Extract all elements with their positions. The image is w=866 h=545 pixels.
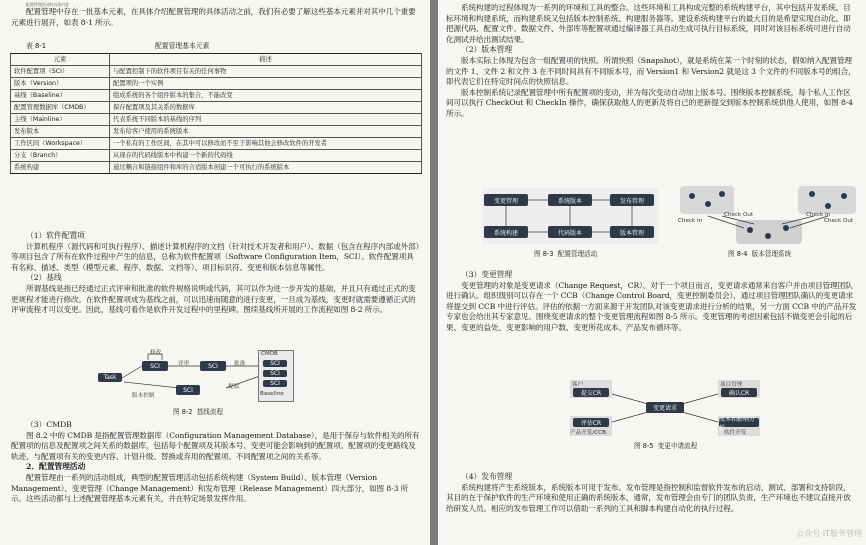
table-header: 元素 [11, 54, 110, 66]
table-row [11, 138, 422, 150]
build-section [446, 3, 858, 120]
sci-body: 计算机程序（源代码和可执行程序）、描述计算机程序的文档（针对技术开发者和用户）、数据（包含在程序内部或外部）等项目包含了所有在软件过程中产生的信息，总称为软件配置项（Software Configuration Item，SCI）。软件配置项具有名称、描述、类型（模型元素、程序、数据、文档等）、项目标识符、变更和版本信息等属性。 [11, 241, 420, 272]
table-cell: 一个私有的工作区间，在其中可以修改而不至于影响其他会修改软件的开发者 [110, 138, 422, 150]
figure-title: 变更申请流程 [657, 442, 698, 450]
table-cell: 发布版本 [11, 126, 110, 138]
change-section [446, 270, 858, 334]
release-section [446, 472, 858, 514]
release-title: （4）发布管理 [461, 472, 513, 481]
sci-box-review: SCI [200, 361, 226, 371]
sci-box-modify: SCI [142, 361, 168, 371]
label-modify: 修改 [150, 350, 162, 356]
table-cell: 配置管理数据库（CMDB） [11, 102, 110, 114]
cmdb-title: （3）CMDB [26, 420, 72, 429]
change-request-box: 变更请求 [646, 402, 684, 413]
cmdb-sci-2: SCI [263, 370, 287, 377]
eval-cr-box: 评估CR [573, 418, 609, 427]
figure-8-5 [568, 380, 762, 436]
check-out-left: Check Out [724, 212, 754, 218]
figure-8-4 [678, 184, 860, 246]
figure-8-3 [482, 188, 658, 244]
figure-number: 图 8-3 [534, 250, 554, 258]
customer-label: 客户 [572, 382, 584, 388]
figure-8-2 [98, 348, 298, 404]
figure-number: 图 8-4 [728, 250, 748, 258]
table-header: 描述 [110, 54, 422, 66]
figure-8-3-caption [534, 248, 597, 258]
table-row [11, 150, 422, 162]
table-row [11, 90, 422, 102]
code-version-box: 代码版本 [548, 226, 592, 238]
table-row [11, 114, 422, 126]
table-cell: 配置项的一个实例 [110, 78, 422, 90]
figure-title: 配置管理活动 [557, 250, 598, 258]
table-row [11, 126, 422, 138]
label-version-control: 版本控制 [132, 393, 155, 399]
sci-box-extract: SCI [176, 385, 200, 395]
task-box: Task [98, 373, 122, 382]
table-cell: 主线（Mainline） [11, 114, 110, 126]
baseline-body: 所谓基线是指已经通过正式评审和批准的软件规格说明或代码，其可以作为进一步开发的基础，并且只有通过正式的变更规程才能进行修改。在软件配置项成为基线之前，可以迅速而随意的进行变更，一旦成为基线，变更时就需要遵循正式的评审流程才可以变更。因此，基线可看作是软件开发过程中的里程碑。图续基线所开展的工作流程如图 8-2 所示。 [11, 283, 416, 315]
table-cell: 从现存的代码线版本中构建一个新的代码线 [110, 150, 422, 162]
activities-body: 配置管理由一系列的活动组成，典型的配置管理活动包括系统构建（System Build）、版本管理（Version Management）、变更管理（Change Management）和发布管理（Release Management）四大部分，如图 8-3 所示。这些活动都与上述配置管理基本元素有关，并在特定场景发挥作用。 [11, 472, 409, 504]
table-cell: 保存配置项及其关系的数据库 [110, 102, 422, 114]
release-mgmt-box: 发布管理 [610, 194, 654, 206]
figure-title: 基线流程 [196, 408, 224, 416]
change-mgmt-box: 变更管理 [484, 194, 528, 206]
table-cell: 分支（Branch） [11, 150, 110, 162]
table-cell: 组成系统的各个组件版本的集合，不能改变 [110, 90, 422, 102]
build-body: 系统构建的过程体现为一系列的环境和工具的整合。这些环境和工具构成完整的系统构建平台，其中包括开发系统、目标环境和构建系统，而构建系统又包括版本控制系统、构建服务器等。建设系统构建平台的最大目的是希望实现自动化，即把源代码、配置文件、数据文件、外部库等配置项通过编译器工具自动生成可执行目标系统，同时对该目标系统可进行自动化测试并给出测试结果。 [446, 3, 851, 44]
cmdb-sci-1: SCI [263, 360, 287, 367]
left-page [0, 0, 430, 545]
check-in-right: Check In [806, 212, 831, 218]
table-cell: 基线（Baseline） [11, 90, 110, 102]
page-gutter [430, 0, 438, 545]
figure-8-5-caption [634, 440, 697, 450]
label-extract: 提取 [228, 384, 240, 390]
software-dev-group [718, 416, 760, 436]
version-body-1: 版本实际上体现为包含一组配置项的快照。所谓快照（Snapshot），就是系统在某一个时刻的状态，假如纳入配置管理的文件 1、文件 2 和文件 3 在不同时间具有不同版本号，而 Version1 和 Version2 就是这 3 个文件的不同版本号的组合，即代表它们在特定时间点的快照信息。 [446, 55, 856, 87]
baseline-label: Baseline [260, 391, 284, 397]
table-cell: 代表系统不同版本的基线的序列 [110, 114, 422, 126]
intro-text [11, 2, 421, 28]
cmdb-container [258, 350, 294, 402]
label-review: 评审 [178, 361, 190, 367]
cost-impact-box: 成本和影响分析 [719, 418, 759, 427]
figure-title: 版本管理系统 [751, 250, 792, 258]
change-body: 变更管理的对象是变更请求（Change Request，CR）。对于一个项目而言，变更请求通常来自客户并由项目管理团队进行确认。组织级别可以存在一个 CCB（Change Control Board，变更控制委员会），通过项目管理团队确认的变更请求将提交到 CCB 中进行评估。评估的依据一方面来源于开发团队对该变更请求进行分析的结果，另一方面 CCB 中的产品开发专家也会给出其专家意见。围绕变更请求的整个变更管理流程如图 8-5 所示。变更管理的考虑因素包括不做变更会引起的后果、变更的益处、变更影响的用户数、变更所花成本、产品发布循环等。 [446, 280, 857, 332]
cmdb-sci-3: SCI [263, 380, 287, 387]
table-row [11, 162, 422, 174]
pm-label: 项目管理 [720, 382, 743, 388]
watermark: 公众号·IT服务管理 [796, 529, 862, 538]
table-cell: 工作区间（Workspace） [11, 138, 110, 150]
version-dots [678, 184, 860, 246]
system-build-box: 系统构建 [484, 226, 528, 238]
intro-line-0: 配置管理活动的具体内容 [26, 2, 69, 7]
pm-group [718, 380, 760, 398]
figure-8-2-caption [173, 406, 223, 416]
version-title: （2）版本管理 [461, 45, 513, 55]
table-row [11, 78, 422, 90]
activities-title: 2．配置管理活动 [26, 462, 86, 472]
version-mgmt-box: 版本管理 [610, 226, 654, 238]
submit-cr-box: 提交CR [573, 388, 609, 397]
change-title: （3）变更管理 [461, 270, 513, 279]
figure-8-4-caption [728, 248, 791, 258]
check-in-left: Check In [678, 218, 703, 224]
confirm-cr-box: 确认CR [721, 388, 757, 397]
table-header-row [11, 54, 422, 66]
table-cell: 版本（Version） [11, 78, 110, 90]
cmdb-body: 图 8.2 中的 CMDB 是指配置管理数据库（Configuration Management Database），是用于保存与软件相关的所有配置项的信息及配置项之间关系的数据库，包括每个配置项及其版本号、变更可能会影响到的配置项、配置项的变更路线及轨迹、与配置项有关的变更内容、计划升级、替换或弃用的配置项、不同配置项之间的关系等。 [11, 430, 420, 461]
config-elements-table [10, 53, 422, 174]
version-body-2: 版本控制系统记录配置管理中所有配置项的变动，并为每次变动自动加上版本号。围绕版本控制系统，每个私人工作区间可以执行 CheckOut 和 CheckIn 操作，确保获取他人的更新及将自己的更新提交到版本控制系统供他人使用，如图 8-4 所示。 [446, 87, 853, 118]
table-cell: 发布给客户使用的系统版本 [110, 126, 422, 138]
table-row [11, 102, 422, 114]
table-cell: 系统构建 [11, 162, 110, 174]
sci-section [11, 231, 421, 316]
customer-group [570, 380, 612, 398]
system-version-box: 系统版本 [548, 194, 592, 206]
software-dev-label: 软件开发 [724, 430, 747, 436]
table-row [11, 66, 422, 78]
table-caption: 配置管理基本元素 [155, 42, 210, 50]
figure-number: 图 8-5 [634, 442, 654, 450]
cmdb-label: CMDB [261, 351, 278, 357]
sci-title: （1）软件配置项 [26, 231, 85, 240]
check-out-right: Check Out [824, 218, 854, 224]
table-cell: 通过耦合和链接组件和库的合适版本创建一个可执行的系统版本 [110, 162, 422, 174]
product-dev-label: 产品开发/CCB [570, 430, 606, 436]
product-dev-group [570, 416, 612, 436]
figure-number: 图 8-2 [173, 408, 193, 416]
table-cell: 与配置控制下的软件项目有关的任何事物 [110, 66, 422, 78]
intro-line-1: 配置管理中存在一批基本元素，在具体介绍配置管理的具体活动之前，我们有必要了解这些基本元素并对其中几个重要元素进行展开，如表 8-1 所示。 [11, 7, 416, 27]
label-approve: 批准 [234, 361, 246, 367]
table-cell: 软件配置项（SCI） [11, 66, 110, 78]
baseline-title: （2）基线 [26, 273, 62, 283]
right-page [438, 0, 866, 545]
cmdb-section [11, 420, 421, 505]
table-number: 表 8-1 [26, 42, 47, 50]
release-body: 系统构建将产生系统版本，系统版本可用于发布。发布管理是指控制和监督软件发布的启动、测试、部署和支持阶段，其目的在于保护软件的生产环境和使用正确的系统版本，通常，发布管理会由专门的团队负责，生产环境也不建议直接开放给研发人员。相应的发布管理工作可以借助一系列的工具和脚本构建自动化的执行过程。 [446, 482, 851, 513]
